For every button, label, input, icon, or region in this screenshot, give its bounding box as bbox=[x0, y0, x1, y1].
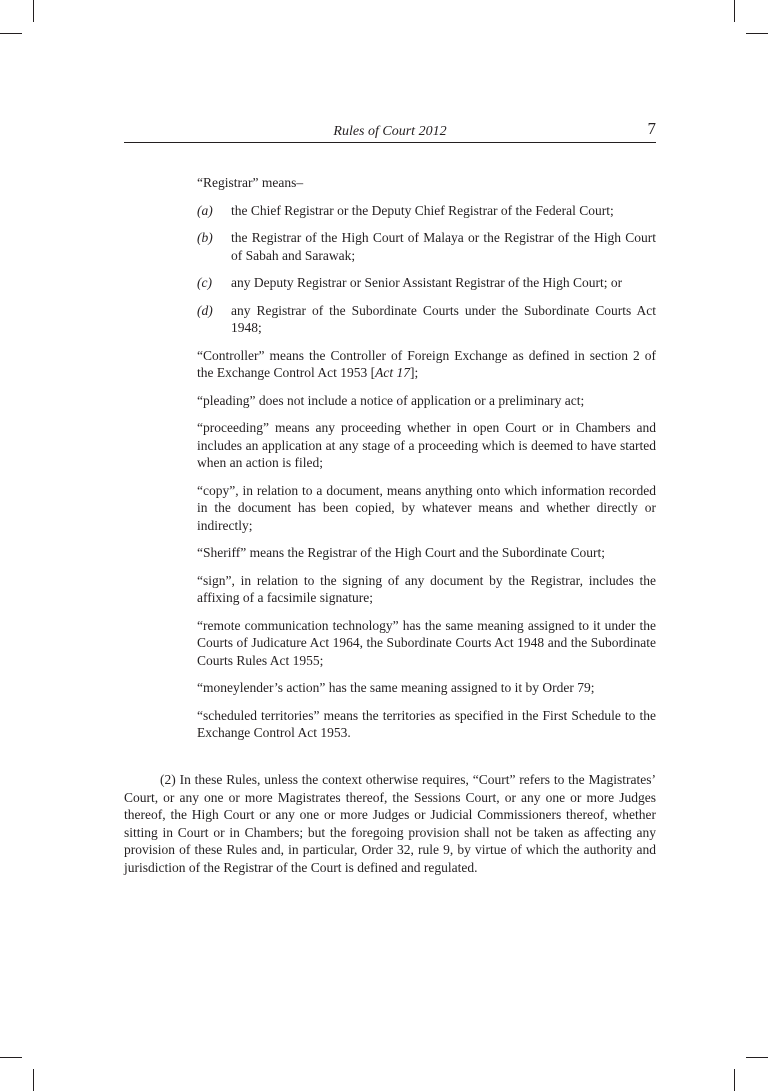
page-number: 7 bbox=[647, 119, 656, 138]
definition-sheriff: “Sheriff” means the Registrar of the High Court and the Subordinate Court; bbox=[197, 545, 606, 560]
definition-controller bbox=[197, 347, 656, 382]
crop-mark-bottom-left-horizontal bbox=[0, 1057, 22, 1058]
item-label: (a) bbox=[197, 202, 213, 218]
definition-sign: “sign”, in relation to the signing of any document by the Registrar, includes the affixing of a facsimile signature; bbox=[197, 572, 656, 605]
definition-remote-communication-technology: “remote communication technology” has the same meaning assigned to it under the Courts of Judicature Act 1964, the Subordinate Courts Act 1948 and the Subordinate Courts Rules Act 1955; bbox=[197, 617, 656, 668]
item-label: (c) bbox=[197, 275, 212, 290]
crop-mark-bottom-right-horizontal bbox=[746, 1057, 768, 1058]
registrar-item-a bbox=[197, 202, 656, 220]
item-label: (b) bbox=[197, 230, 213, 245]
registrar-item-c bbox=[197, 274, 656, 292]
definition-pleading: “pleading” does not include a notice of application or a preliminary act; bbox=[197, 392, 585, 408]
controller-text: “Controller” means the Controller of Foreign Exchange as defined in section 2 of the Exchange Control Act 1953 [ bbox=[197, 347, 656, 380]
definitions-list bbox=[197, 174, 656, 752]
item-text: any Deputy Registrar or Senior Assistant Registrar of the High Court; or bbox=[231, 275, 623, 290]
crop-mark-top-right-horizontal bbox=[746, 33, 768, 34]
header-title: Rules of Court 2012 bbox=[333, 124, 447, 139]
crop-mark-bottom-left-vertical bbox=[33, 1069, 34, 1091]
item-label: (d) bbox=[197, 302, 213, 318]
definition-copy: “copy”, in relation to a document, means anything onto which information recorded in the document has been copied, by whatever means and whether directly or indirectly; bbox=[197, 482, 656, 533]
item-text: any Registrar of the Subordinate Courts under the Subordinate Courts Act 1948; bbox=[231, 302, 656, 335]
definition-proceeding: “proceeding” means any proceeding whether in open Court or in Chambers and includes an application at any stage of a proceeding which is deemed to have started when an action is filed; bbox=[197, 420, 656, 470]
crop-mark-top-left-horizontal bbox=[0, 33, 22, 34]
crop-mark-bottom-right-vertical bbox=[734, 1069, 735, 1091]
item-text: the Registrar of the High Court of Malaya or the Registrar of the High Court of Sabah and Sarawak; bbox=[231, 230, 656, 263]
registrar-item-b bbox=[197, 229, 656, 264]
act-reference: Act 17 bbox=[375, 365, 410, 380]
definition-registrar-intro: “Registrar” means– bbox=[197, 175, 304, 190]
definition-scheduled-territories: “scheduled territories” means the territories as specified in the First Schedule to the Exchange Control Act 1953. bbox=[197, 707, 656, 740]
controller-text-end: ]; bbox=[409, 365, 419, 380]
paragraph-2: (2) In these Rules, unless the context otherwise requires, “Court” refers to the Magistrates’ Court, or any one or more Magistrates thereof, the Sessions Court, or any one or more Judges thereof, the High Court or any one or more Judges or Judicial Commissioners thereof, whether sitting in Court or in Chambers; but the foregoing provision shall not be taken as affecting any provision of these Rules and, in particular, Order 32, rule 9, by virtue of which the authority and jurisdiction of the Registrar of the Court is defined and regulated. bbox=[124, 772, 656, 875]
item-text: the Chief Registrar or the Deputy Chief Registrar of the Federal Court; bbox=[231, 202, 614, 218]
registrar-item-d bbox=[197, 302, 656, 337]
crop-mark-top-left-vertical bbox=[33, 0, 34, 22]
definition-moneylenders-action: “moneylender’s action” has the same meaning assigned to it by Order 79; bbox=[197, 680, 595, 695]
crop-mark-top-right-vertical bbox=[734, 0, 735, 22]
running-header bbox=[124, 119, 656, 143]
